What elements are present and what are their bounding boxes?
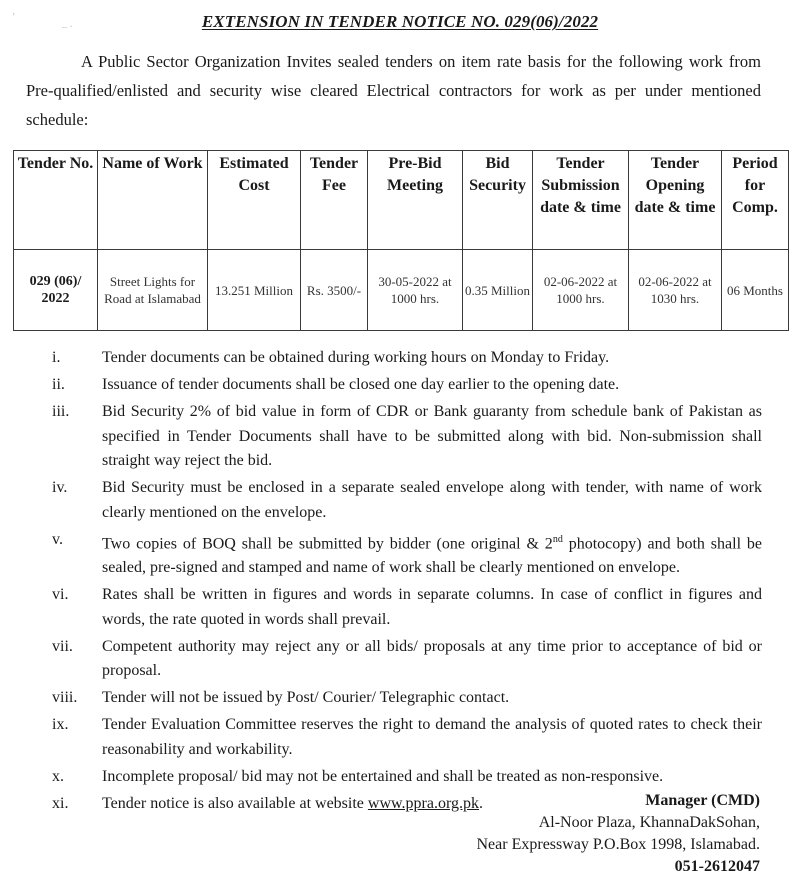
item-text-part: .: [478, 794, 483, 812]
list-item: [52, 528, 762, 581]
conditions-list: [52, 346, 762, 819]
tender-schedule-table: [13, 150, 789, 331]
item-text: Rates shall be written in figures and words in separate columns. In case of conflict in figures and words, the rate quoted in words shall prevail.: [102, 586, 762, 628]
header-pre-bid-meeting: Pre-Bid Meeting: [368, 151, 463, 250]
item-text: Bid Security must be enclosed in a separate sealed envelope along with tender, with name of work clearly mentioned on the envelope.: [102, 479, 762, 521]
item-text: Bid Security 2% of bid value in form of CDR or Bank guaranty from schedule bank of Pakistan as specified in Tender Documents shall have to be submitted along with bid. Non-submission shall straight way reject the bid.: [102, 403, 762, 469]
scan-artifact: ’: [12, 12, 16, 23]
cell-tender-fee: Rs. 3500/-: [301, 250, 368, 331]
cell-tender-no: 029 (06)/ 2022: [14, 250, 98, 331]
header-tender-no: Tender No.: [14, 151, 98, 250]
item-text-part: Two copies of BOQ shall be submitted by bidder (one original & 2: [102, 534, 553, 552]
cell-period: 06 Months: [722, 250, 789, 331]
phone-number: 051-2612047: [674, 858, 760, 875]
list-item: [52, 635, 762, 684]
cell-bid-security: 0.35 Million: [463, 250, 533, 331]
ordinal-suffix: nd: [552, 533, 563, 545]
notice-title: [0, 12, 800, 32]
cell-estimated-cost: 13.251 Million: [208, 250, 301, 331]
header-estimated-cost: Estimated Cost: [208, 151, 301, 250]
item-number: vi.: [52, 586, 69, 604]
item-text: Incomplete proposal/ bid may not be entertained and shall be treated as non-responsive.: [102, 767, 664, 785]
item-text: Tender documents can be obtained during working hours on Monday to Friday.: [102, 349, 610, 366]
header-name-of-work: Name of Work: [98, 151, 208, 250]
cell-pre-bid-meeting: 30-05-2022 at 1000 hrs.: [368, 250, 463, 331]
header-period: Period for Comp.: [722, 151, 789, 250]
item-number: ix.: [52, 716, 69, 734]
item-number: v.: [52, 530, 63, 548]
item-number: viii.: [52, 689, 78, 707]
item-text: Issuance of tender documents shall be closed one day earlier to the opening date.: [102, 376, 620, 393]
cell-submission: 02-06-2022 at 1000 hrs.: [533, 250, 629, 331]
list-item: [52, 400, 762, 474]
item-text-part: Tender notice is also available at website: [102, 794, 368, 812]
item-number: vii.: [52, 637, 73, 655]
scan-artifact: – ·: [62, 22, 73, 33]
address-line-1: Al-Noor Plaza, KhannaDakSohan,: [538, 814, 760, 831]
item-text: Tender Evaluation Committee reserves the right to demand the analysis of quoted rates to check their reasonability and workability.: [102, 716, 762, 758]
notice-title-text: EXTENSION IN TENDER NOTICE NO. 029(06)/2022: [201, 12, 599, 31]
item-number: i.: [52, 349, 61, 366]
intro-paragraph: A Public Sector Organization Invites sealed tenders on item rate basis for the following work from Pre-qualified/enlisted and security wise cleared Electrical contractors for work as per under mentioned schedule:: [26, 52, 761, 129]
header-opening: Tender Opening date & time: [629, 151, 722, 250]
list-item: [52, 583, 762, 632]
item-number: xi.: [52, 794, 69, 812]
item-text: [102, 528, 762, 581]
address-line-2: Near Expressway P.O.Box 1998, Islamabad.: [476, 836, 760, 853]
item-number: x.: [52, 767, 64, 785]
item-text: Tender will not be issued by Post/ Courier/ Telegraphic contact.: [102, 689, 510, 707]
item-number: ii.: [52, 376, 65, 393]
cell-name-of-work: Street Lights for Road at Islamabad: [98, 250, 208, 331]
header-submission: Tender Submission date & time: [533, 151, 629, 250]
table-row: [14, 250, 789, 331]
signature-block: [477, 790, 761, 878]
item-text-part: photocopy) and both shall be sealed, pre-signed and stamped and name of work shall be clearly mentioned on envelope.: [102, 534, 762, 577]
header-bid-security: Bid Security: [463, 151, 533, 250]
list-item: [52, 373, 762, 398]
list-item: [52, 713, 762, 762]
header-tender-fee: Tender Fee: [301, 151, 368, 250]
ppra-website-link[interactable]: www.ppra.org.pk: [367, 794, 479, 812]
item-number: iv.: [52, 479, 68, 496]
cell-opening: 02-06-2022 at 1030 hrs.: [629, 250, 722, 331]
item-number: iii.: [52, 403, 70, 420]
list-item: [52, 765, 762, 790]
item-text: Competent authority may reject any or all bids/ proposals at any time prior to acceptance of bid or proposal.: [102, 637, 762, 680]
list-item: [52, 686, 762, 711]
list-item: [52, 346, 762, 371]
table-header-row: [14, 151, 789, 250]
list-item: [52, 476, 762, 525]
signatory-designation: Manager (CMD): [645, 792, 760, 809]
